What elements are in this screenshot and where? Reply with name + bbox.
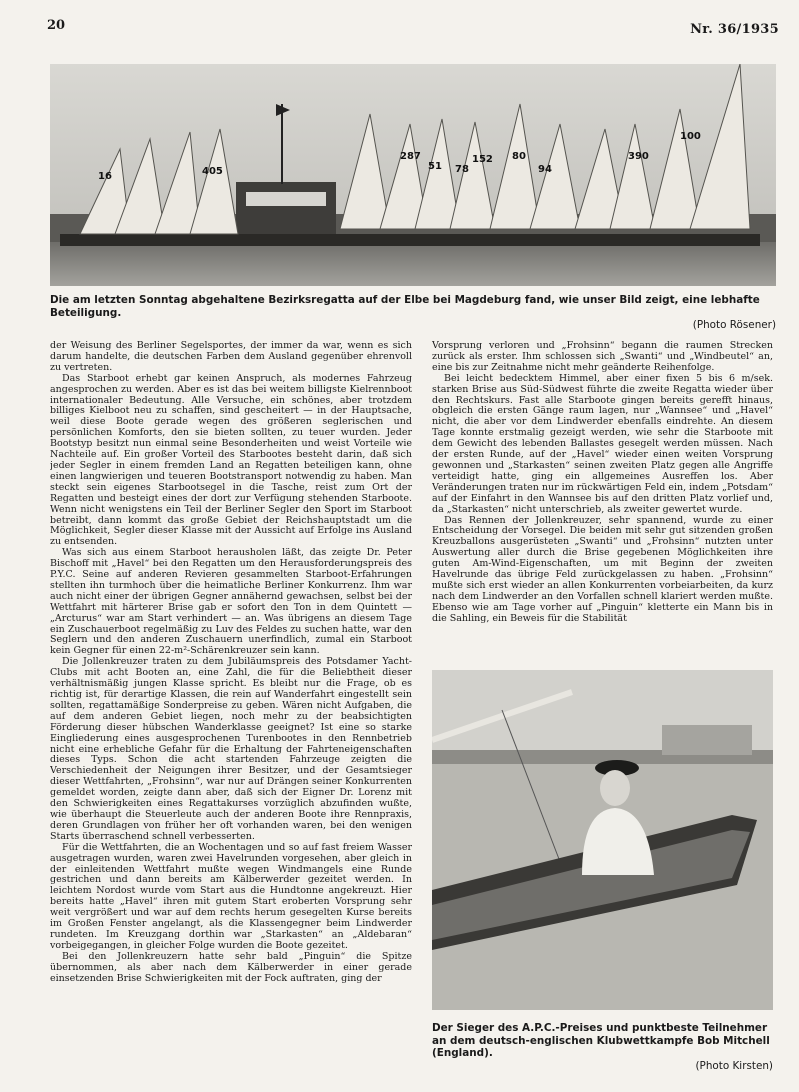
caption-text: Die am letzten Sonntag abgehaltene Bezirksregatta auf der Elbe bei Magdeburg fand, wie unser Bild zeigt, eine lebhafte Beteiligung. (50, 294, 760, 319)
paragraph: Für die Wettfahrten, die an Wochentagen und so auf fast freiem Wasser ausgetragen wurden, waren zwei Havelrunden vorgesehen, aber gleich in der einleitenden Wettfahrt mußte wegen Windmangels eine Runde gestrichen und dann bereits am Kälberwerder gezeitet werden. In leichtem Nordost wurde vom Start aus die Hundtonne angekreuzt. Hier bereits hatte „Havel“ ihren mit gutem Start eroberten Vorsprung sehr weit vergrößert und war auf dem rechts herum gesegelten Kurse bereits im Großen Fenster angelangt, als die Klassengegner beim Lindwerder rundeten. Im Kreuzgang dorthin war „Starkasten“ an „Aldebaran“ vorbeigegangen, in gleicher Folge wurden die Boote gezeitet. (50, 841, 412, 951)
regatta-photo (50, 64, 776, 286)
sail-number: 100 (680, 131, 701, 142)
photo-credit: (Photo Kirsten) (695, 1059, 773, 1072)
paragraph: Bei leicht bedecktem Himmel, aber einer fixen 5 bis 6 m/sek. starken Brise aus Süd-Südwest führte die zweite Regatta wieder über den Rechtskurs. Fast alle Starboote gingen bereits gerefft hinaus, obgleich die ersten Gänge raum lagen, nur „Wannsee“ und „Havel“ nicht, die aber vor dem Lindwerder ebenfalls eindrehte. An diesem Tage konnte erstmalig gezeigt werden, wie sehr die Starboote mit dem Gewicht des lebenden Ballastes gesegelt werden müssen. Nach der ersten Runde, auf der „Havel“ wieder einen weiten Vorsprung gewonnen und „Starkasten“ seinen zweiten Platz gegen alle Angriffe verteidigt hatte, ging ein allgemeines Ausreffen los. Aber Veränderungen traten nur im rückwärtigen Feld ein, indem „Potsdam“ auf der Einfahrt in den Wannsee bis auf den dritten Platz vorlief und, da „Starkasten“ nicht unterschrieb, als zweiter gewertet wurde. (432, 372, 773, 515)
page-number: 20 (47, 18, 66, 33)
sail-number: 405 (202, 166, 223, 177)
photo-credit: (Photo Rösener) (692, 319, 776, 331)
sail-number: 80 (512, 151, 526, 162)
bottom-photo-caption (432, 1022, 773, 1072)
paragraph: der Weisung des Berliner Segelsportes, der immer da war, wenn es sich darum handelte, die deutschen Farben dem Ausland gegenüber ehrenvoll zu vertreten. (50, 341, 412, 373)
paragraph: Was sich aus einem Starboot herausholen läßt, das zeigte Dr. Peter Bischoff mit „Havel“ bei den Regatten um den Herausforderungspreis des P.Y.C. Seine auf anderen Revieren gesammelten Starboot-Erfahrungen stellten ihn turmhoch über die heimatliche Berliner Konkurrenz. Ihm war auch nicht einer der übrigen Gegner annähernd gewachsen, selbst bei der Wettfahrt mit härterer Brise gab er sofort den Ton in dem Quintett — „Arcturus“ war am Start verhindert — an. Was übrigens an diesem Tage ein Zuschauerboot regelmäßig zu Luv des Feldes zu suchen hatte, war den Seglern und den anderen Zuschauern unerfindlich, zumal ein Starboot kein Gegner für einen 22-m²-Schärenkreuzer sein kann. (50, 547, 412, 657)
paragraph: Das Starboot erhebt gar keinen Anspruch, als modernes Fahrzeug angesprochen zu werden. Aber es ist das bei weitem billigste Kielrennboot internationaler Bedeutung. Alle Versuche, ein schönes, aber trotzdem billiges Kielboot neu zu schaffen, sind gescheitert — in der Hauptsache, weil diese Boote gerade wegen des größeren seglerischen und persönlichen Komforts, den sie bieten sollten, zu teuer wurden. Jeder Bootstyp besitzt nun einmal seine Besonderheiten und weist Vorteile wie Nachteile auf. Ein großer Vorteil des Starbootes besteht darin, daß sich jeder Segler in einem fremden Land an Regatten beteiligen kann, ohne einen langwierigen und teueren Bootstransport notwendig zu haben. Man steckt sein eigenes Starbootsegel in die Tasche, reist zum Ort der Regatten und besteigt eines der dort zur Verfügung stehenden Starboote. Wenn nicht wenigstens ein Teil der Berliner Segler den Sport im Starboot betreibt, dann kommt das große Gebiet der Reichshauptstadt um die Möglichkeit, Segler dieser Klasse mit der Aussicht auf Erfolge ins Ausland zu entsenden. (50, 372, 412, 548)
caption-text: Der Sieger des A.P.C.-Preises und punktbeste Teilnehmer an dem deutsch-englischen Klubwettkampfe Bob Mitchell (England). (432, 1022, 770, 1059)
sail-number: 287 (400, 151, 421, 162)
sail-number: 51 (428, 161, 442, 172)
paragraph: Bei den Jollenkreuzern hatte sehr bald „Pinguin“ die Spitze übernommen, als aber nach dem Kälberwerder in einer gerade einsetzenden Brise Schwierigkeiten mit der Fock auftraten, ging der (50, 950, 412, 984)
sailor-photo (432, 670, 773, 1010)
article-column-right (432, 341, 773, 667)
paragraph: Die Jollenkreuzer traten zu dem Jubiläumspreis des Potsdamer Yacht-Clubs mit acht Booten an, eine Zahl, die für die Beliebtheit dieser verhältnismäßig jungen Klasse spricht. Es bleibt nur die Frage, ob es richtig ist, für derartige Klassen, die rein auf Wanderfahrt eingestellt sein sollten, regattamäßige Sonderpreise zu geben. Wären nicht Aufgaben, die auf dem anderen Gebiet liegen, noch mehr zu der beabsichtigten Förderung dieser hübschen Wanderklasse geeignet? Ist eine so starke Eingliederung eines ausgesprochenen Turenbootes in den Rennbetrieb nicht eine erhebliche Gefahr für die Erhaltung der Fahrteneigenschaften dieses Typs. Schon die acht startenden Fahrzeuge zeigten die Verschiedenheit der Neigungen ihrer Besitzer, und der Gesamtsieger dieser Wettfahrten, „Frohsinn“, war nur auf Drängen seiner Konkurrenten gemeldet worden, zeigte dann aber, daß sich der Eigner Dr. Lorenz mit den Schwierigkeiten eines Regattakurses vorzüglich abzufinden wußte, wie überhaupt die Steuerleute auch der anderen Boote ihre Rennpraxis, deren Grundlagen von früher her oft vorhanden waren, bei den wenigen Starts überraschend schnell verbesserten. (50, 656, 412, 842)
sail-number: 390 (628, 151, 649, 162)
paragraph: Vorsprung verloren und „Frohsinn“ begann die raumen Strecken zurück als erster. Ihm schlossen sich „Swanti“ und „Windbeutel“ an, eine bis zur Zeitnahme nicht mehr geänderte Reihenfolge. (432, 341, 773, 373)
sail-number: 78 (455, 164, 469, 175)
issue-number: Nr. 36/1935 (690, 22, 779, 37)
article-column-left (50, 341, 412, 1089)
sail-number: 152 (472, 154, 493, 165)
top-photo-caption (50, 294, 776, 332)
sail-number: 16 (98, 171, 112, 182)
paragraph: Das Rennen der Jollenkreuzer, sehr spannend, wurde zu einer Entscheidung der Vorsegel. Die beiden mit sehr gut sitzenden großen Kreuzballons ausgerüsteten „Swanti“ und „Frohsinn“ nutzten unter Auswertung aller durch die Brise gegebenen Möglichkeiten ihre guten Am-Wind-Eigenschaften, um mit Beginn der zweiten Havelrunde das übrige Feld zurückgelassen zu haben. „Frohsinn“ mußte sich erst wieder an allen Konkurrenten vorbeiarbeiten, da kurz nach dem Lindwerder an den Vorfallen schnell klariert werden mußte. Ebenso wie am Tage vorher auf „Pinguin“ kletterte ein Mann bis in die Sahling, ein Beweis für die Stabilität (432, 514, 773, 624)
sail-number: 94 (538, 164, 552, 175)
